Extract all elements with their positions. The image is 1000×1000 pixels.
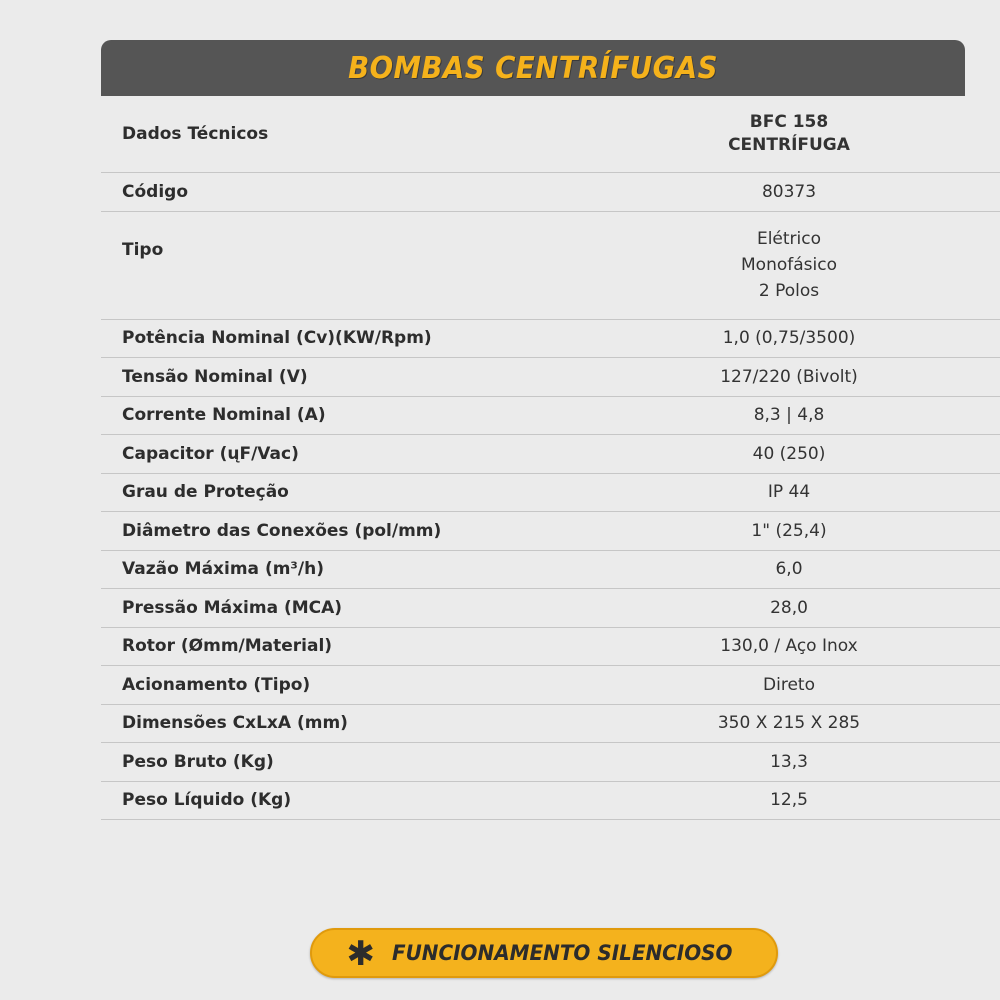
table-row [101,396,1000,434]
spec-value-line: BFC 158 [749,111,829,132]
spec-label: Peso Bruto (Kg) [101,742,592,781]
spec-value [592,781,1000,819]
spec-value [592,396,1000,434]
spec-value [592,319,1000,357]
table-row [101,319,1000,357]
spec-value-line: 130,0 / Aço Inox [720,636,858,656]
spec-value-line: 8,3 | 4,8 [753,405,825,425]
spec-label: Vazão Máxima (m³/h) [101,550,592,588]
spec-value-line: 40 (250) [752,443,826,464]
spec-label: Tensão Nominal (V) [101,357,592,396]
spec-value [592,511,1000,550]
spec-value [592,588,1000,627]
spec-value [592,434,1000,473]
spec-value [592,211,1000,319]
spec-value [592,172,1000,211]
spec-value [592,704,1000,742]
spec-label: Capacitor (ųF/Vac) [101,434,592,473]
spec-value-line: CENTRÍFUGA [728,134,850,155]
spec-label: Acionamento (Tipo) [101,665,592,704]
spec-label: Corrente Nominal (A) [101,396,592,434]
spec-value-line: 12,5 [770,790,808,810]
table-row [101,96,1000,172]
spec-label: Código [101,172,592,211]
spec-label: Pressão Máxima (MCA) [101,588,592,627]
spec-label: Diâmetro das Conexões (pol/mm) [101,511,592,550]
spec-value-line: 28,0 [770,597,808,618]
table-row [101,211,1000,319]
table-row [101,704,1000,742]
feature-badge-label: FUNCIONAMENTO SILENCIOSO [391,941,733,965]
spec-value [592,550,1000,588]
spec-value-line: 1,0 (0,75/3500) [722,328,856,348]
spec-value [592,742,1000,781]
spec-label: Peso Líquido (Kg) [101,781,592,819]
spec-value-line: 350 X 215 X 285 [717,713,861,733]
table-row [101,627,1000,665]
spec-label: Dimensões CxLxA (mm) [101,704,592,742]
spec-label: Grau de Proteção [101,473,592,511]
spec-value [592,665,1000,704]
spec-value-line: Monofásico [741,255,837,275]
spec-table [101,96,1000,820]
table-row [101,357,1000,396]
table-row [101,588,1000,627]
table-row [101,473,1000,511]
spec-label: Dados Técnicos [101,96,592,172]
spec-value-line: 13,3 [770,751,808,772]
table-row [101,172,1000,211]
spec-value-line: IP 44 [767,482,811,502]
spec-value [592,357,1000,396]
spec-label: Rotor (Ømm/Material) [101,627,592,665]
spec-label: Potência Nominal (Cv)(KW/Rpm) [101,319,592,357]
spec-value [592,473,1000,511]
spec-value-line: 2 Polos [758,281,820,301]
feature-badge [310,928,778,978]
spec-value-line: 6,0 [775,559,803,579]
asterisk-icon: ✱ [346,934,375,974]
table-row [101,781,1000,819]
table-row [101,434,1000,473]
spec-value-line: 127/220 (Bivolt) [720,366,858,387]
header-bar [101,40,965,96]
spec-value-line: Direto [763,674,815,695]
spec-value-line: 1" (25,4) [751,520,827,541]
spec-value [592,627,1000,665]
spec-value-line: 80373 [761,181,817,202]
table-row [101,665,1000,704]
spec-value [592,96,1000,172]
table-row [101,550,1000,588]
table-row [101,742,1000,781]
page-title: BOMBAS CENTRÍFUGAS [348,50,718,86]
spec-label: Tipo [101,211,592,319]
spec-value-line: Elétrico [756,229,822,249]
table-row [101,511,1000,550]
